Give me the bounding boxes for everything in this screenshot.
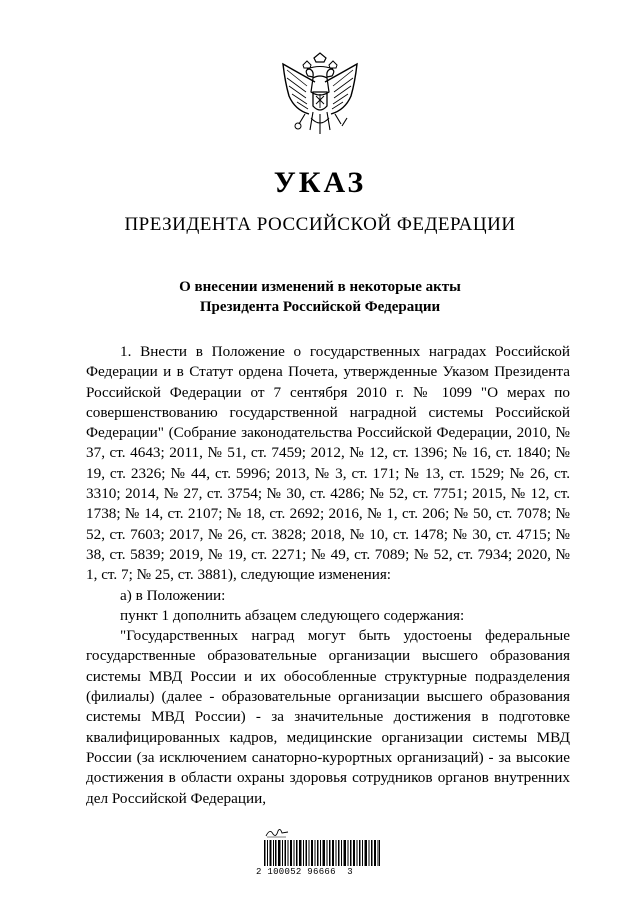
- barcode-number: 2 100052 96666 3: [256, 867, 353, 877]
- body-paragraph-1: 1. Внести в Положение о государственных наградах Российской Федерации и в Статут ордена Почета, утвержденные Указом Президента Российской Федерации от 7 сентября 2010 г. № 1099 "О мерах по совершенствованию государственной наградной системы Российской Федерации" (Собрание законодательства Российской Федерации, 2010, № 37, ст. 4643; 2011, № 51, ст. 7459; 2012, № 12, ст. 1396; № 16, ст. 1840; № 19, ст. 2326; № 44, ст. 5996; 2013, № 3, ст. 171; № 13, ст. 1529; № 26, ст. 3310; 2014, № 27, ст. 3754; № 30, ст. 4286; № 52, ст. 7751; 2015, № 12, ст. 1738; № 14, ст. 2107; № 18, ст. 2692; 2016, № 1, ст. 206; № 50, ст. 7078; № 52, ст. 7603; 2017, № 26, ст. 3828; 2018, № 10, ст. 1478; № 30, ст. 4715; № 38, ст. 5839; 2019, № 19, ст. 2271; № 49, ст. 7089; № 52, ст. 7934; 2020, № 1, ст. 7; № 25, ст. 3881), следующие изменения:: [86, 343, 570, 584]
- coat-of-arms-emblem: [275, 52, 365, 152]
- body-paragraph-2: а) в Положении:: [120, 586, 226, 604]
- heading-line-1: О внесении изменений в некоторые акты: [179, 279, 461, 295]
- body-paragraph-4: "Государственных наград могут быть удостоены федеральные государственные образовательные организации высшего образования системы МВД России и их обособленные структурные подразделения (филиалы) (далее - образовательные организации высшего образования системы МВД России) - за значительные достижения в подготовке квалифицированных кадров, медицинские организации системы МВД России (за исключением санаторно-курортных организаций) - за высокие достижения в области охраны здоровья сотрудников органов внутренних дел Российской Федерации,: [86, 627, 570, 807]
- body-paragraph-3: пункт 1 дополнить абзацем следующего содержания:: [120, 606, 465, 624]
- barcode-block: [256, 826, 386, 880]
- document-title: УКАЗ: [273, 166, 367, 199]
- barcode-icon: [264, 840, 380, 866]
- document-body: [86, 342, 570, 809]
- handwritten-mark-icon: [264, 826, 290, 838]
- heading-line-2: Президента Российской Федерации: [199, 299, 441, 315]
- document-heading: [0, 277, 640, 317]
- document-subtitle: ПРЕЗИДЕНТА РОССИЙСКОЙ ФЕДЕРАЦИИ: [124, 214, 516, 235]
